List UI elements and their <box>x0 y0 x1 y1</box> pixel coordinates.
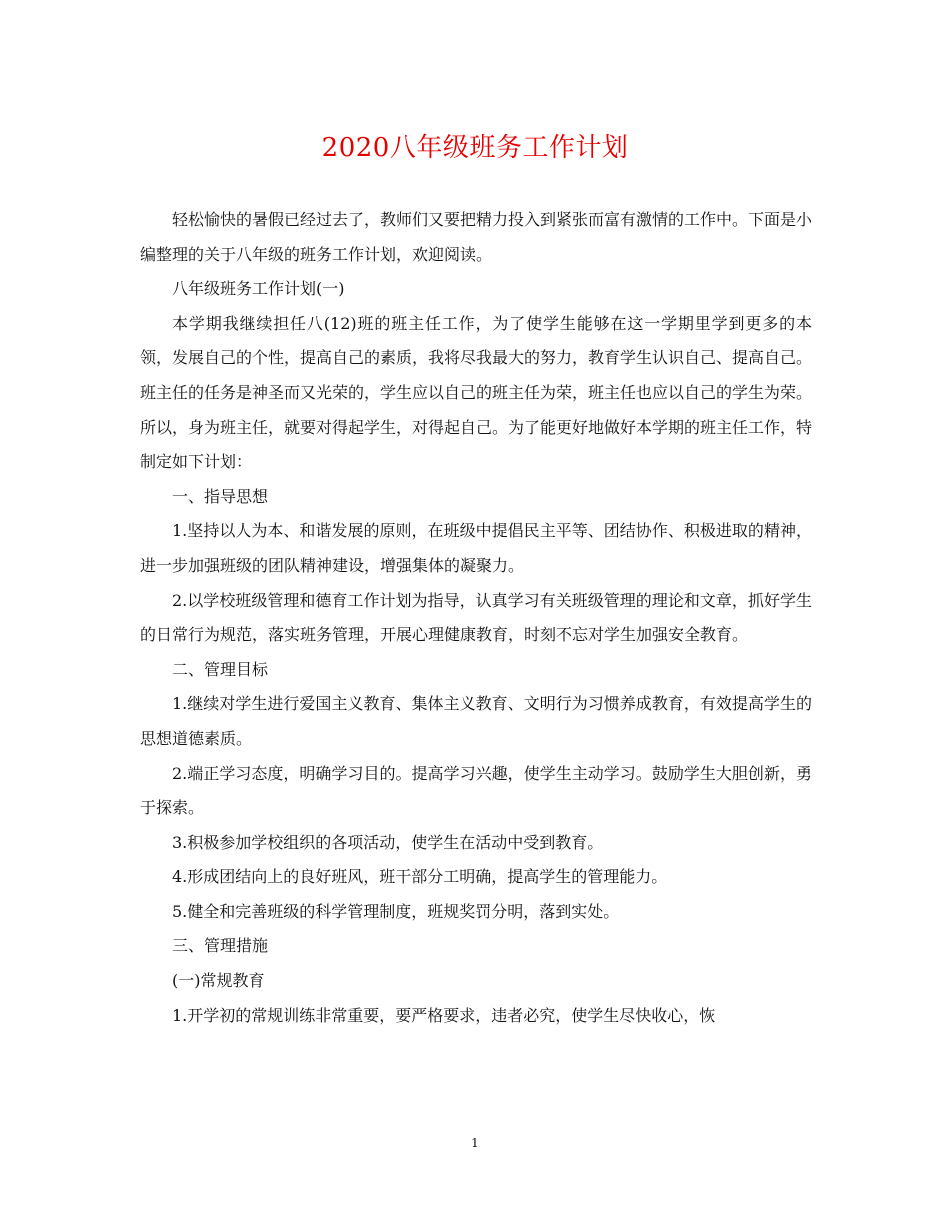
section-heading-management-measures: 三、管理措施 <box>172 936 269 956</box>
document-body <box>140 203 812 1033</box>
list-item-goal-5: 5.健全和完善班级的科学管理制度，班规奖罚分明，落到实处。 <box>172 901 620 921</box>
list-item-goal-2: 2.端正学习态度，明确学习目的。提高学习兴趣，使学生主动学习。鼓励学生大胆创新，勇于探索。 <box>140 763 812 818</box>
paragraph-overview: 本学期我继续担任八(12)班的班主任工作，为了使学生能够在这一学期里学到更多的本领，发展自己的个性，提高自己的素质，我将尽我最大的努力，教育学生认识自己、提高自己。班主任的任务是神圣而又光荣的，学生应以自己的班主任为荣，班主任也应以自己的学生为荣。所以，身为班主任，就要对得起学生，对得起自己。为了能更好地做好本学期的班主任工作，特制定如下计划： <box>140 313 813 472</box>
paragraph-intro: 轻松愉快的暑假已经过去了，教师们又要把精力投入到紧张而富有激情的工作中。下面是小编整理的关于八年级的班务工作计划，欢迎阅读。 <box>140 210 813 264</box>
document-title: 2020八年级班务工作计划 <box>321 133 629 163</box>
subsection-heading-routine-education: (一)常规教育 <box>172 971 265 991</box>
section-heading-management-goals: 二、管理目标 <box>172 659 269 679</box>
section-heading-guiding-thought: 一、指导思想 <box>172 486 269 506</box>
list-item-goal-4: 4.形成团结向上的良好班风，班干部分工明确，提高学生的管理能力。 <box>172 867 668 887</box>
list-item-goal-3: 3.积极参加学校组织的各项活动，使学生在活动中受到教育。 <box>172 832 604 852</box>
section-heading-plan-one: 八年级班务工作计划(一) <box>172 279 345 299</box>
list-item-guiding-1: 1.坚持以人为本、和谐发展的原则，在班级中提倡民主平等、团结协作、积极进取的精神，进一步加强班级的团队精神建设，增强集体的凝聚力。 <box>140 521 812 575</box>
page-number: 1 <box>471 1136 479 1150</box>
list-item-routine-1: 1.开学初的常规训练非常重要，要严格要求，违者必究，使学生尽快收心，恢 <box>172 1005 716 1025</box>
list-item-guiding-2: 2.以学校班级管理和德育工作计划为指导，认真学习有关班级管理的理论和文章，抓好学生的日常行为规范，落实班务管理，开展心理健康教育，时刻不忘对学生加强安全教育。 <box>140 590 812 645</box>
list-item-goal-1: 1.继续对学生进行爱国主义教育、集体主义教育、文明行为习惯养成教育，有效提高学生的思想道德素质。 <box>140 694 812 748</box>
